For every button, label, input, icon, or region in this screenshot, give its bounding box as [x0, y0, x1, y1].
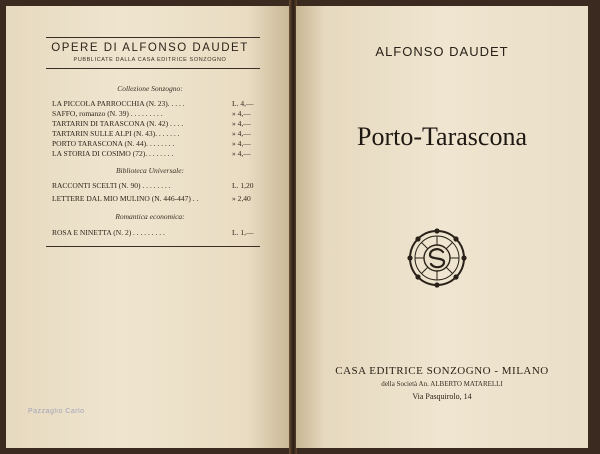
list-item: [52, 129, 262, 139]
list-item: [52, 181, 262, 191]
works-list-subheader: PUBBLICATE DALLA CASA EDITRICE SONZOGNO: [73, 57, 227, 63]
list-item-price: L. 1,—: [232, 228, 254, 237]
list-item-price: » 2,40: [232, 194, 251, 203]
section-heading-romantica: Romantica economica:: [115, 212, 185, 221]
publisher-emblem-icon: [406, 227, 468, 289]
list-item-title: TARTARIN DI TARASCONA (N. 42) . . . .: [52, 119, 184, 128]
publisher-subline: della Società An. ALBERTO MATARELLI: [381, 380, 503, 388]
left-page: [6, 6, 290, 448]
list-item-title: ROSA E NINETTA (N. 2) . . . . . . . . .: [52, 228, 165, 237]
list-item: [52, 194, 262, 204]
list-item: [52, 139, 262, 149]
publisher-name: CASA EDITRICE SONZOGNO - MILANO: [335, 365, 549, 377]
list-item-title: SAFFO, romanzo (N. 39) . . . . . . . . .: [52, 109, 163, 118]
list-item-price: » 4,—: [232, 119, 251, 128]
list-item-title: LA STORIA DI COSIMO (72). . . . . . . .: [52, 149, 174, 158]
list-item-price: » 4,—: [232, 139, 251, 148]
header-top-rule: [46, 37, 260, 38]
author-name: ALFONSO DAUDET: [375, 44, 509, 59]
list-item-title: TARTARIN SULLE ALPI (N. 43). . . . . . .: [52, 129, 180, 138]
list-item-price: » 4,—: [232, 129, 251, 138]
list-bottom-rule: [46, 246, 260, 247]
list-item: [52, 109, 262, 119]
list-item: [52, 119, 262, 129]
list-item: [52, 99, 262, 109]
list-item-price: L. 4,—: [232, 99, 254, 108]
owner-stamp: Pazzaglio Carlo: [28, 408, 85, 415]
section-heading-biblioteca: Biblioteca Universale:: [115, 166, 185, 175]
publisher-address: Via Pasquirolo, 14: [412, 392, 472, 401]
list-item: [52, 149, 262, 159]
list-item-price: » 4,—: [232, 149, 251, 158]
list-item-title: LETTERE DAL MIO MULINO (N. 446-447) . .: [52, 194, 199, 203]
list-item: [52, 228, 262, 238]
list-item-title: RACCONTI SCELTI (N. 90) . . . . . . . .: [52, 181, 171, 190]
section-heading-collezione: Collezione Sonzogno:: [117, 84, 183, 93]
list-item-price: L. 1,20: [232, 181, 254, 190]
list-item-title: PORTO TARASCONA (N. 44). . . . . . . .: [52, 139, 175, 148]
book-title: Porto-Tarascona: [356, 122, 527, 151]
list-item-title: LA PICCOLA PARROCCHIA (N. 23). . . . .: [52, 99, 185, 108]
header-bottom-rule: [46, 68, 260, 69]
list-item-price: » 4,—: [232, 109, 251, 118]
works-list-header: OPERE DI ALFONSO DAUDET: [51, 42, 249, 54]
